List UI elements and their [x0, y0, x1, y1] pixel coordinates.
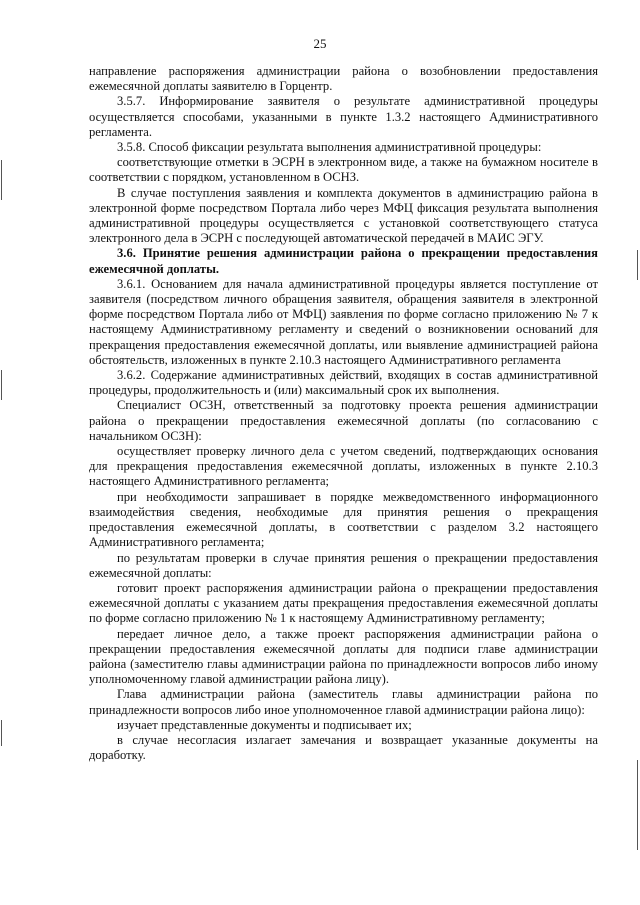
- scan-edge-mark: [637, 250, 638, 280]
- paragraph: Специалист ОСЗН, ответственный за подготовку проекта решения администрации района о прекращении предоставления ежемесячной доплаты (по согласованию с начальником ОСЗН):: [89, 398, 598, 443]
- paragraph: по результатам проверки в случае принятия решения о прекращении предоставления ежемесячной доплаты:: [89, 550, 598, 580]
- paragraph: соответствующие отметки в ЭСРН в электронном виде, а также на бумажном носителе в соответствии с порядком, установленном в ОСНЗ.: [89, 155, 598, 185]
- section-heading: 3.6. Принятие решения администрации района о прекращении предоставления ежемесячной доплаты.: [89, 246, 598, 276]
- paragraph: В случае поступления заявления и комплекта документов в администрацию района в электронной форме посредством Портала либо через МФЦ фиксация результата выполнения административной процедуры осуществляется с установкой соответствующего статуса электронного дела в ЭСРН с последующей автоматической передачей в МАИС ЭГУ.: [89, 185, 598, 246]
- scan-edge-mark: [1, 370, 2, 400]
- paragraph: 3.5.7. Информирование заявителя о результате административной процедуры осуществляется способами, указанными в пункте 1.3.2 настоящего Административного регламента.: [89, 94, 598, 139]
- scan-edge-mark: [1, 160, 2, 200]
- paragraph: при необходимости запрашивает в порядке межведомственного информационного взаимодействия сведения, необходимые для принятия решения о прекращения предоставления ежемесячной доплаты, в соответствии с разделом 3.2 настоящего Административного регламента;: [89, 489, 598, 550]
- paragraph: направление распоряжения администрации района о возобновлении предоставления ежемесячной доплаты заявителю в Горцентр.: [89, 64, 598, 94]
- paragraph: 3.6.2. Содержание административных действий, входящих в состав административной процедуры, продолжительность и (или) максимальный срок их выполнения.: [89, 368, 598, 398]
- paragraph: 3.5.8. Способ фиксации результата выполнения административной процедуры:: [117, 140, 542, 155]
- page-number: 25: [313, 36, 327, 51]
- paragraph: в случае несогласия излагает замечания и возвращает указанные документы на доработку.: [89, 732, 598, 763]
- paragraph: изучает представленные документы и подписывает их;: [117, 717, 412, 732]
- paragraph: осуществляет проверку личного дела с учетом сведений, подтверждающих основания для прекращения предоставления ежемесячной доплаты, изложенных в пункте 2.10.3 настоящего Административного регламента;: [89, 444, 598, 489]
- paragraph: Глава администрации района (заместитель главы администрации района по принадлежности вопросов либо иное уполномоченное главой администрации района лицо):: [89, 687, 598, 717]
- paragraph: передает личное дело, а также проект распоряжения администрации района о прекращении предоставления ежемесячной доплаты для подписи главе администрации района (заместителю главы администрации района по принадлежности вопросов либо иному уполномоченному главой администрации района лицу).: [89, 626, 598, 687]
- document-body: [89, 64, 598, 763]
- paragraph: 3.6.1. Основанием для начала административной процедуры является поступление от заявителя (посредством личного обращения заявителя, обращения заявителя в электронной форме посредством Портала либо от МФЦ) заявления по форме согласно приложению № 7 к настоящему Административному регламенту и сведений о возникновении оснований для прекращения предоставления ежемесячной доплаты, или выявление администрацией района обстоятельств, изложенных в пункте 2.10.3 настоящего Административного регламента: [89, 276, 598, 367]
- paragraph: готовит проект распоряжения администрации района о прекращении предоставления ежемесячной доплаты с указанием даты прекращения предоставления ежемесячной доплаты по форме согласно приложению № 1 к настоящему Административному регламенту;: [89, 580, 598, 626]
- scan-edge-mark: [1, 720, 2, 746]
- scan-edge-mark: [637, 760, 638, 850]
